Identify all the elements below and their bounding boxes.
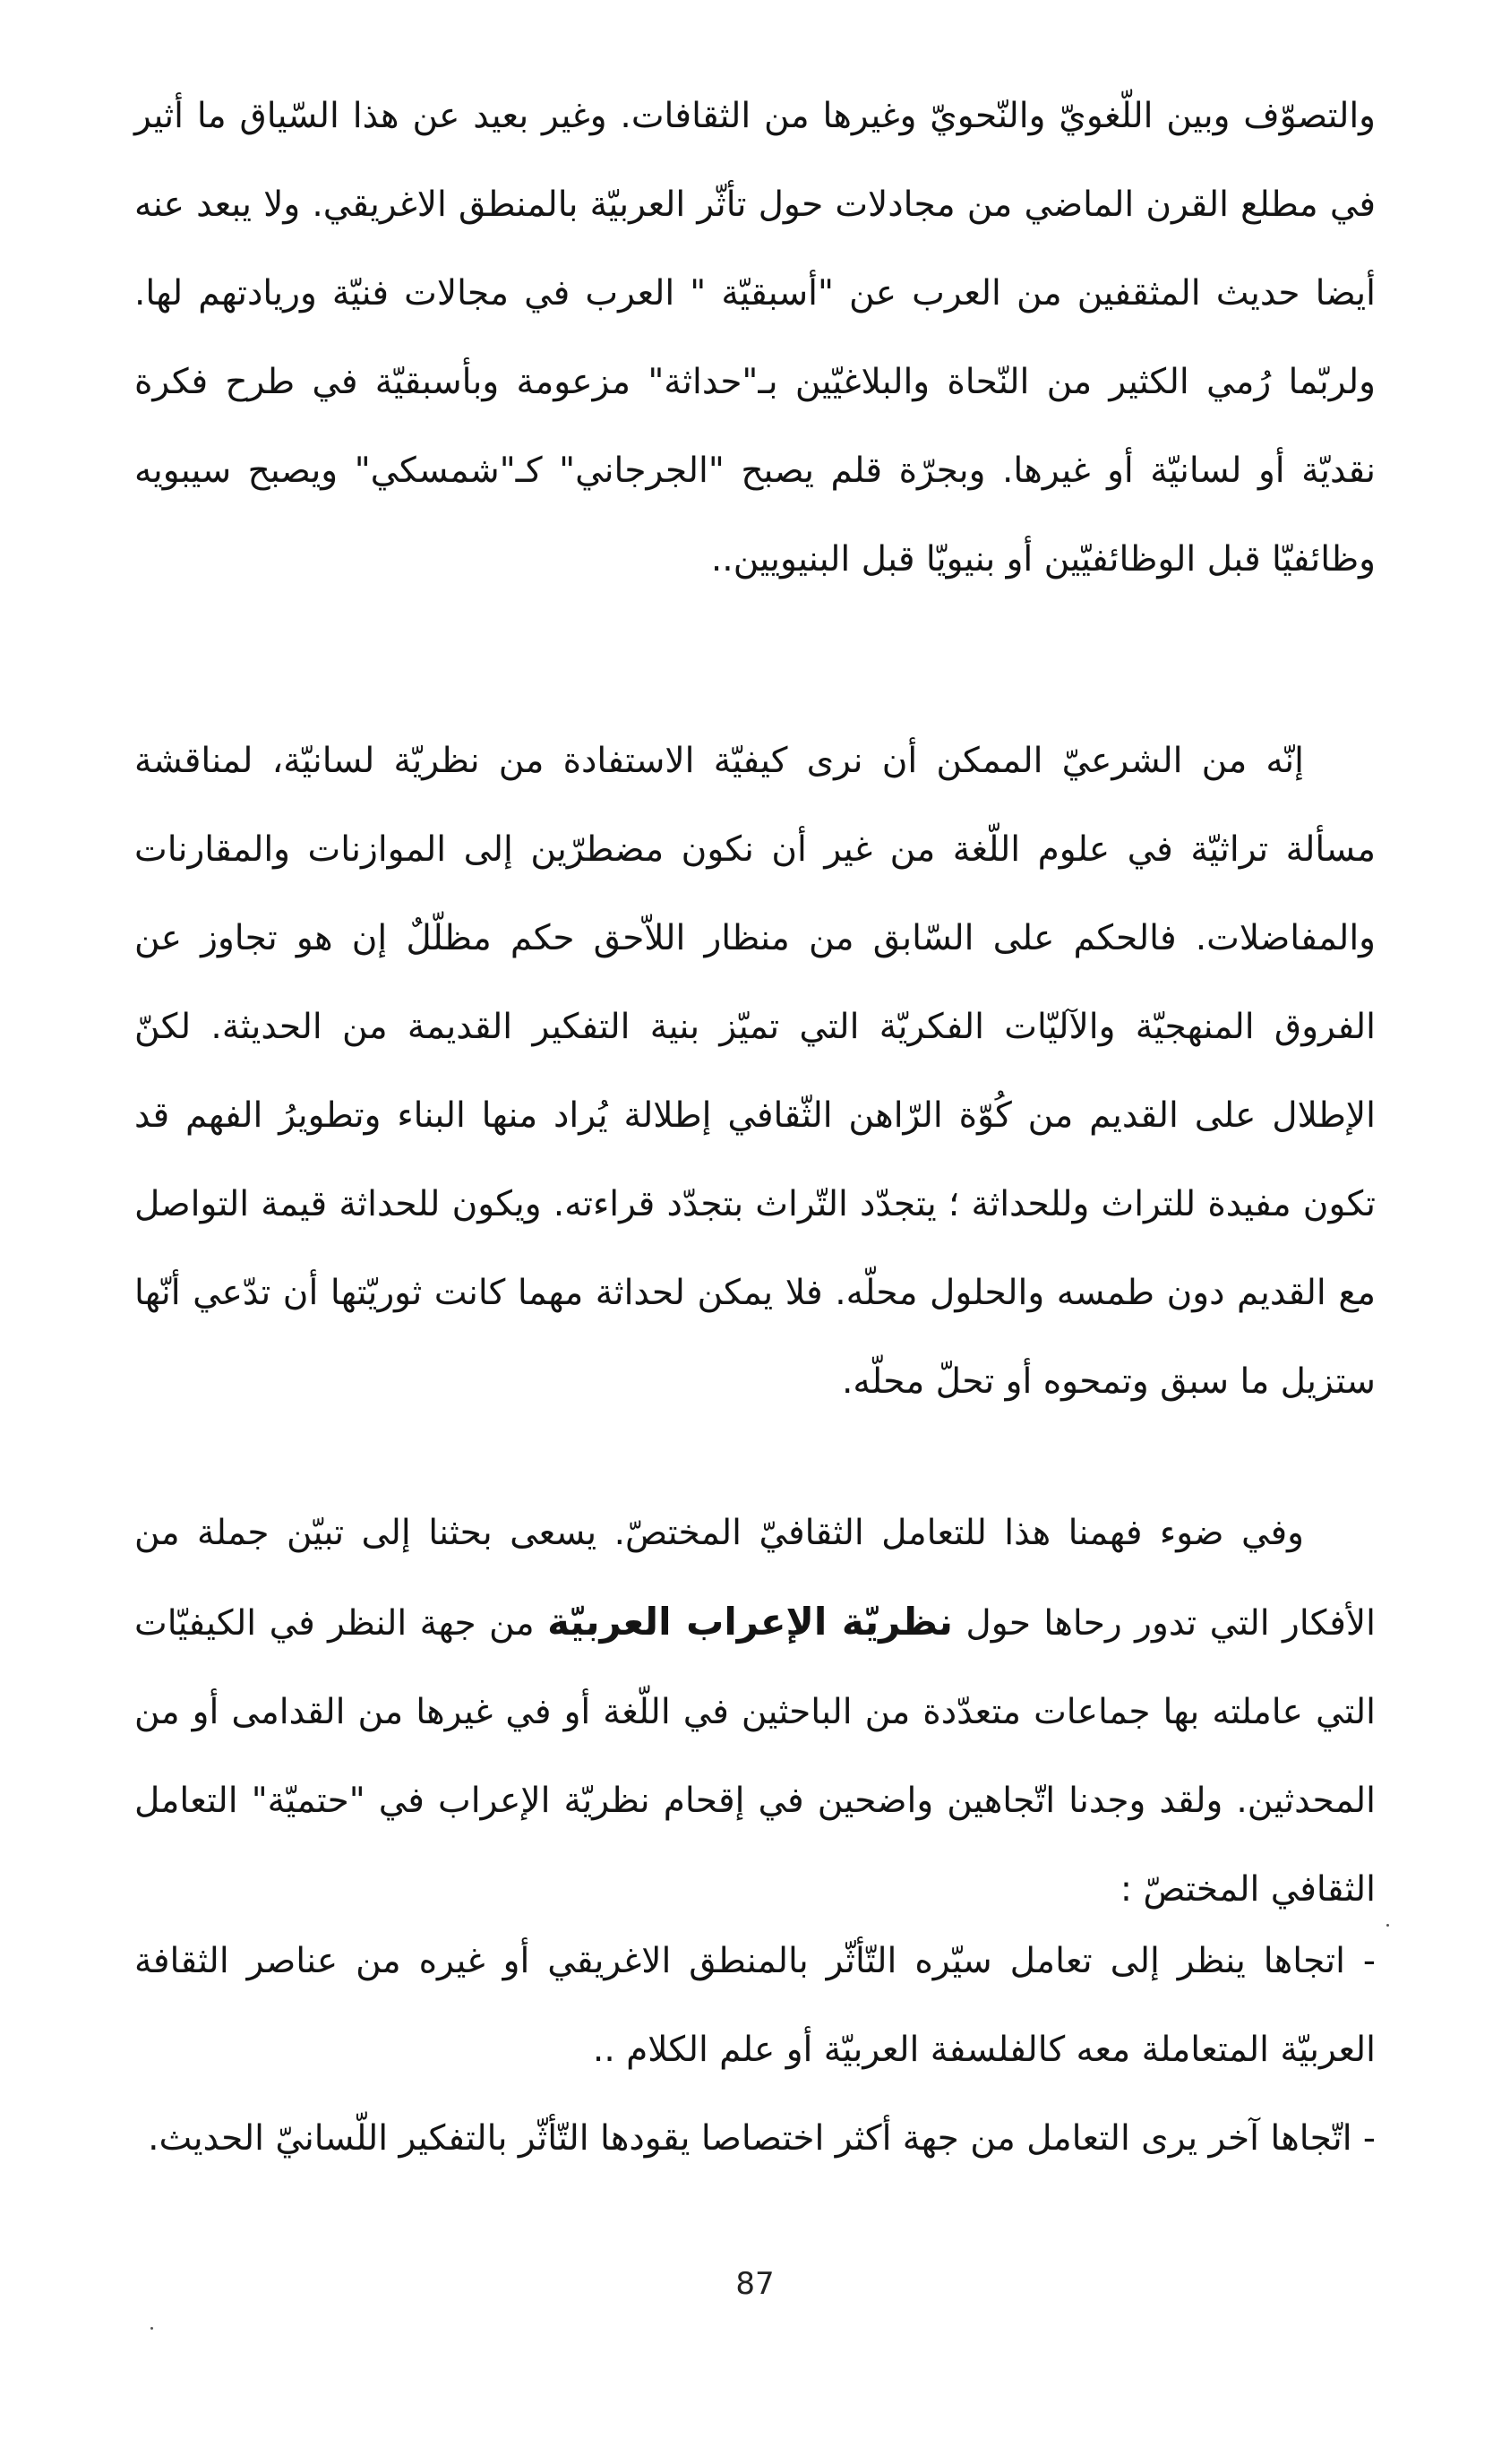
- paragraph: إنّه من الشرعيّ الممكن أن نرى كيفيّة الاستفادة من نظريّة لسانيّة، لمناقشة مسألة تراثيّة في علوم اللّغة من غير أن نكون مضطرّين إلى الموازنات والمقارنات والمفاضلات. فالحكم على السّابق من منظار اللاّحق حكم مظلّلٌ إن هو تجاوز عن الفروق المنهجيّة والآليّات الفكريّة التي تميّز بنية التفكير القديمة من الحديثة. لكنّ الإطلال على القديم من كُوّة الرّاهن الثّقافي إطلالة يُراد منها البناء وتطويرُ الفهم قد تكون مفيدة للتراث وللحداثة ؛ يتجدّد التّراث بتجدّد قراءته. ويكون للحداثة قيمة التواصل مع القديم دون طمسه والحلول محلّه. فلا يمكن لحداثة مهما كانت ثوريّتها أن تدّعي أنّها ستزيل ما سبق وتمحوه أو تحلّ محلّه.: [134, 741, 1376, 1402]
- list-item: - اتجاها ينظر إلى تعامل سيّره التّأثّر بالمنطق الاغريقي أو غيره من عناصر الثقافة العربيّة المتعاملة معه كالفلسفة العربيّة أو علم الكلام ..: [134, 1941, 1376, 2070]
- scan-speck: [1386, 1924, 1389, 1927]
- list-item: - اتّجاها آخر يرى التعامل من جهة أكثر اختصاصا يقودها التّأثّر بالتفكير اللّسانيّ الحديث.: [148, 2118, 1376, 2159]
- page-number: 87: [735, 2266, 775, 2302]
- paragraph: [134, 1489, 1376, 1934]
- paragraph: والتصوّف وبين اللّغويّ والنّحويّ وغيرها من الثقافات. وغير بعيد عن هذا السّياق ما أثير في مطلع القرن الماضي من مجادلات حول تأثّر العربيّة بالمنطق الاغريقي. ولا يبعد عنه أيضا حديث المثقفين من العرب عن "أسبقيّة " العرب في مجالات فنيّة وريادتهم لها. ولربّما رُمي الكثير من النّحاة والبلاغيّين بـ"حداثة" مزعومة وبأسبقيّة في طرح فكرة نقديّة أو لسانيّة أو غيرها. وبجرّة قلم يصبح "الجرجاني" كـ"شمسكي" ويصبح سيبويه وظائفيّا قبل الوظائفيّين أو بنيويّا قبل البنيويين..: [134, 96, 1376, 580]
- paragraph-text: من جهة النظر في الكيفيّات التي عاملته بها جماعات متعدّدة من الباحثين في اللّغة أو في غيرها من القدامى أو من المحدثين. ولقد وجدنا اتّجاهين واضحين في إقحام نظريّة الإعراب في "حتميّة" التعامل الثقافي المختصّ :: [134, 1603, 1376, 1910]
- bold-term: نظريّة الإعراب العربيّة: [547, 1600, 953, 1644]
- paragraph-text: وفي ضوء فهمنا هذا للتعامل الثقافيّ المختصّ. يسعى بحثنا إلى تبيّن جملة من الأفكار التي تدور رحاها حول: [134, 1513, 1377, 1644]
- document-page: [134, 36, 1376, 2400]
- scan-speck: [150, 2327, 153, 2330]
